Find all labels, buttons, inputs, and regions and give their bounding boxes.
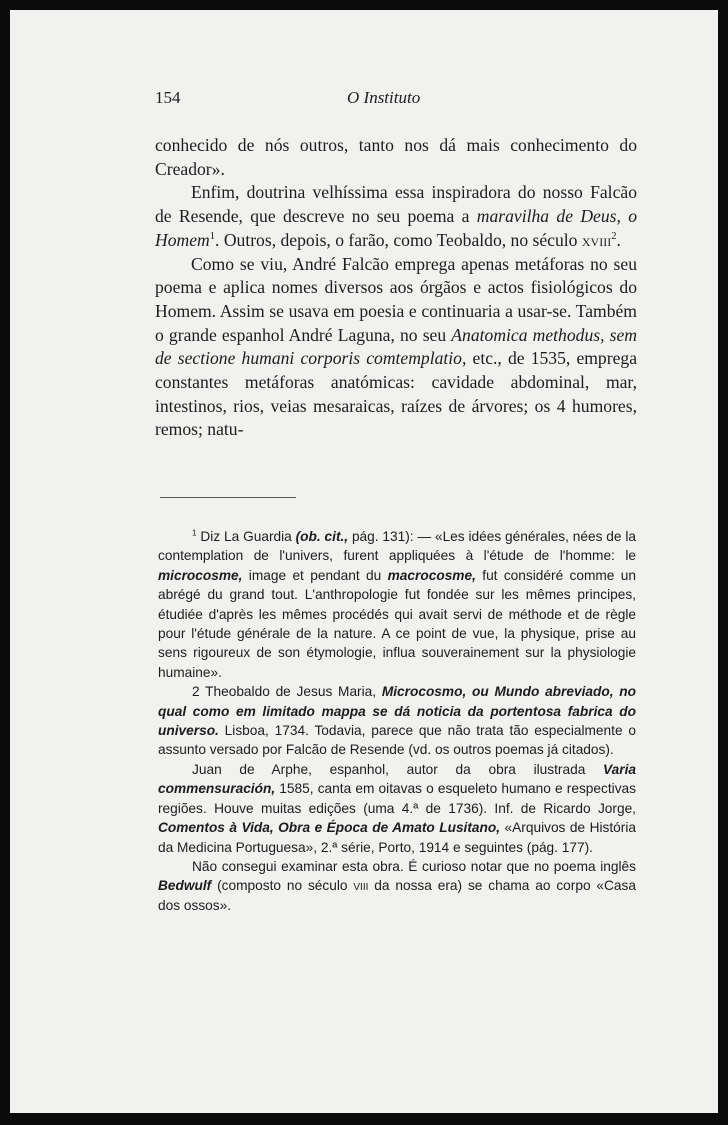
paragraph: Enfim, doutrina velhíssima essa inspiradora do nosso Falcão de Resende, que descreve no seu poema a maravilha de Deus, o Homem$^1$. Outros, depois, o farão, como Teobaldo, no século xviii$^2$. <box>155 182 637 250</box>
footnote-paragraph: Juan de Arphe, espanhol, autor da obra ilustrada Varia commensuración, 1585, canta em oitavas o esqueleto humano e respectivas regiões. Houve muitas edições (uma 4.ª de 1736). Inf. de Ricardo Jorge, Comentos à Vida, Obra e Época de Amato Lusitano, «Arquivos de História da Medicina Portuguesa», 2.ª série, Porto, 1914 e seguintes (pág. 177). <box>158 761 636 855</box>
footnote-ref: 2 <box>611 230 617 242</box>
page-header <box>155 88 635 110</box>
footnote: 2 Theobaldo de Jesus Maria, Microcosmo, ou Mundo abreviado, no qual como em limitado mappa se dá noticia da portentosa fabrica do universo. Lisboa, 1734. Todavia, parece que não trata tão especialmente o assunto versado por Falcão de Resende (vd. os outros poemas já citados). <box>158 684 637 758</box>
footnotes <box>158 527 636 915</box>
poem-title: maravilha de Deus, o Homem <box>155 206 637 250</box>
footnote-ref: 1 <box>209 230 216 242</box>
work-title: Anatomica methodus, sem de sectione humani corporis comtemplatio, <box>155 324 637 369</box>
running-title: O Instituto <box>347 88 421 107</box>
page-number: 154 <box>155 88 181 107</box>
footnote-divider <box>160 497 296 498</box>
paragraph-continued: conhecido de nós outros, tanto nos dá mais conhecimento do Creador». <box>155 135 637 179</box>
footnote-paragraph: Não consegui examinar esta obra. É curioso notar que no poema inglês Bedwulf (composto no século viii da nossa era) se chama ao corpo «Casa dos ossos». <box>158 858 636 913</box>
footnote: $^1$ Diz La Guardia (ob. cit., pág. 131): — «Les idées générales, nées de la contemplation de l'univers, furent appliquées à l'étude de l'homme: le microcosme, image et pendant du macrocosme, fut considéré comme un abrégé du grand tout. L'anthropologie fut fondée sur les mêmes principes, étudiée d'après les mêmes procédés qui avait servi de méthode et de règle pour l'étude générale de la nature. A ce point de vue, la physique, prise au sens rigoureux de son étymologie, influa souverainement sur la physiologie humaine». <box>158 528 637 680</box>
main-text <box>155 134 637 442</box>
paragraph: Como se viu, André Falcão emprega apenas metáforas no seu poema e aplica nomes diversos aos órgãos e actos fisiológicos do Homem. Assim se usava em poesia e continuaria a usar-se. Também o grande espanhol André Laguna, no seu Anatomica methodus, sem de sectione humani corporis comtemplatio, etc., de 1535, emprega constantes metáforas anatómicas: cavidade abdominal, mar, intestinos, rios, veias mesaraicas, raízes de árvores; os 4 humores, remos; natu- <box>155 253 638 440</box>
book-page <box>10 10 718 1113</box>
